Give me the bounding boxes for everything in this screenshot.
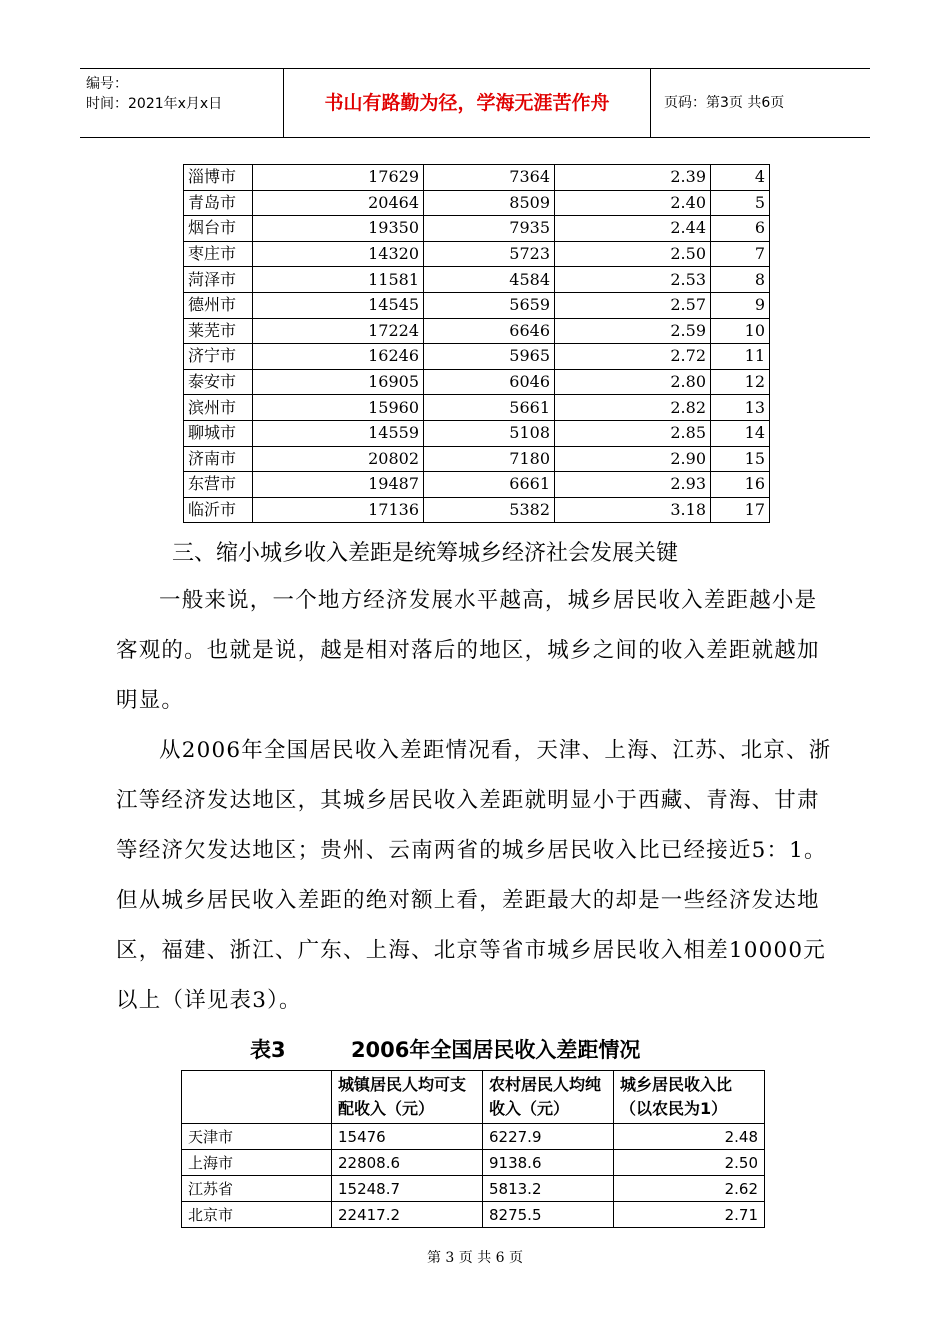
region-name-cell: 北京市 <box>182 1202 332 1228</box>
value-cell: 2.48 <box>614 1124 765 1150</box>
table3-header-cell: 城镇居民人均可支配收入（元） <box>332 1071 483 1124</box>
value-cell: 6646 <box>424 318 555 344</box>
value-cell: 17 <box>711 497 770 523</box>
value-cell: 7364 <box>424 165 555 191</box>
value-cell: 16246 <box>253 344 424 370</box>
region-name-cell: 上海市 <box>182 1150 332 1176</box>
value-cell: 14320 <box>253 241 424 267</box>
value-cell: 11581 <box>253 267 424 293</box>
value-cell: 2.44 <box>555 216 711 242</box>
value-cell: 15476 <box>332 1124 483 1150</box>
region-name-cell: 天津市 <box>182 1124 332 1150</box>
city-name-cell: 德州市 <box>184 292 253 318</box>
table-row <box>182 1202 765 1228</box>
table-row <box>184 472 770 498</box>
value-cell: 16 <box>711 472 770 498</box>
value-cell: 5108 <box>424 420 555 446</box>
value-cell: 2.50 <box>555 241 711 267</box>
value-cell: 6 <box>711 216 770 242</box>
value-cell: 17629 <box>253 165 424 191</box>
table-row <box>184 292 770 318</box>
value-cell: 8275.5 <box>483 1202 614 1228</box>
header-motto: 书山有路勤为径，学海无涯苦作舟 <box>284 69 651 137</box>
city-name-cell: 泰安市 <box>184 369 253 395</box>
value-cell: 12 <box>711 369 770 395</box>
value-cell: 20802 <box>253 446 424 472</box>
table3-caption-label: 表3 <box>250 1038 286 1062</box>
value-cell: 14 <box>711 420 770 446</box>
value-cell: 2.85 <box>555 420 711 446</box>
city-name-cell: 东营市 <box>184 472 253 498</box>
table-row <box>184 318 770 344</box>
value-cell: 2.82 <box>555 395 711 421</box>
value-cell: 2.71 <box>614 1202 765 1228</box>
value-cell: 2.80 <box>555 369 711 395</box>
value-cell: 17136 <box>253 497 424 523</box>
city-name-cell: 烟台市 <box>184 216 253 242</box>
value-cell: 9138.6 <box>483 1150 614 1176</box>
table-row <box>184 344 770 370</box>
value-cell: 6046 <box>424 369 555 395</box>
date-label: 时间：2021年x月x日 <box>86 96 223 112</box>
value-cell: 5723 <box>424 241 555 267</box>
value-cell: 20464 <box>253 190 424 216</box>
table-row <box>184 241 770 267</box>
paragraph-2: 从2006年全国居民收入差距情况看，天津、上海、江苏、北京、浙江等经济发达地区，其城乡居民收入差距就明显小于西藏、青海、甘肃等经济欠发达地区；贵州、云南两省的城乡居民收入比已经接近5：1。但从城乡居民收入差距的绝对额上看，差距最大的却是一些经济发达地区，福建、浙江、广东、上海、北京等省市城乡居民收入相差10000元以上（详见表3）。 <box>116 738 832 1013</box>
value-cell: 5659 <box>424 292 555 318</box>
value-cell: 7180 <box>424 446 555 472</box>
value-cell: 10 <box>711 318 770 344</box>
table-row <box>184 395 770 421</box>
table3-header-row <box>182 1071 765 1124</box>
table3-header-cell: 农村居民人均纯收入（元） <box>483 1071 614 1124</box>
table-row <box>184 420 770 446</box>
table3-caption <box>250 1034 640 1064</box>
value-cell: 11 <box>711 344 770 370</box>
value-cell: 14545 <box>253 292 424 318</box>
value-cell: 15248.7 <box>332 1176 483 1202</box>
city-income-table <box>183 164 770 523</box>
value-cell: 2.53 <box>555 267 711 293</box>
value-cell: 3.18 <box>555 497 711 523</box>
table-row <box>184 497 770 523</box>
region-name-cell: 江苏省 <box>182 1176 332 1202</box>
value-cell: 6661 <box>424 472 555 498</box>
table-row <box>184 369 770 395</box>
national-income-table <box>181 1070 765 1228</box>
city-name-cell: 菏泽市 <box>184 267 253 293</box>
table3-header-cell: 城乡居民收入比（以农民为1） <box>614 1071 765 1124</box>
city-name-cell: 滨州市 <box>184 395 253 421</box>
value-cell: 9 <box>711 292 770 318</box>
value-cell: 7935 <box>424 216 555 242</box>
value-cell: 17224 <box>253 318 424 344</box>
value-cell: 4584 <box>424 267 555 293</box>
city-name-cell: 临沂市 <box>184 497 253 523</box>
city-name-cell: 青岛市 <box>184 190 253 216</box>
value-cell: 5661 <box>424 395 555 421</box>
city-name-cell: 枣庄市 <box>184 241 253 267</box>
value-cell: 2.72 <box>555 344 711 370</box>
value-cell: 6227.9 <box>483 1124 614 1150</box>
city-name-cell: 淄博市 <box>184 165 253 191</box>
value-cell: 16905 <box>253 369 424 395</box>
header-page-code: 页码：第3页 共6页 <box>664 95 785 111</box>
value-cell: 5 <box>711 190 770 216</box>
table3-header-cell <box>182 1071 332 1124</box>
number-label: 编号： <box>86 76 128 92</box>
table-row <box>182 1150 765 1176</box>
value-cell: 2.93 <box>555 472 711 498</box>
table3-caption-title: 2006年全国居民收入差距情况 <box>350 1038 641 1062</box>
value-cell: 15960 <box>253 395 424 421</box>
city-name-cell: 莱芜市 <box>184 318 253 344</box>
table-row <box>184 267 770 293</box>
value-cell: 14559 <box>253 420 424 446</box>
value-cell: 5965 <box>424 344 555 370</box>
value-cell: 2.50 <box>614 1150 765 1176</box>
value-cell: 2.90 <box>555 446 711 472</box>
value-cell: 13 <box>711 395 770 421</box>
city-name-cell: 聊城市 <box>184 420 253 446</box>
table-row <box>182 1124 765 1150</box>
page-header <box>80 68 870 138</box>
value-cell: 22417.2 <box>332 1202 483 1228</box>
value-cell: 4 <box>711 165 770 191</box>
value-cell: 7 <box>711 241 770 267</box>
value-cell: 2.39 <box>555 165 711 191</box>
city-name-cell: 济南市 <box>184 446 253 472</box>
value-cell: 2.59 <box>555 318 711 344</box>
table-row <box>184 216 770 242</box>
table-row <box>184 446 770 472</box>
section-heading: 三、缩小城乡收入差距是统筹城乡经济社会发展关键 <box>172 541 679 566</box>
table-row <box>184 165 770 191</box>
page-footer: 第 3 页 共 6 页 <box>426 1250 524 1266</box>
value-cell: 19350 <box>253 216 424 242</box>
table-row <box>182 1176 765 1202</box>
paragraph-1: 一般来说，一个地方经济发展水平越高，城乡居民收入差距越小是客观的。也就是说，越是相对落后的地区，城乡之间的收入差距就越加明显。 <box>116 588 820 713</box>
value-cell: 2.57 <box>555 292 711 318</box>
header-meta <box>80 69 284 137</box>
value-cell: 2.40 <box>555 190 711 216</box>
value-cell: 8 <box>711 267 770 293</box>
value-cell: 2.62 <box>614 1176 765 1202</box>
city-name-cell: 济宁市 <box>184 344 253 370</box>
table-row <box>184 190 770 216</box>
value-cell: 5813.2 <box>483 1176 614 1202</box>
value-cell: 8509 <box>424 190 555 216</box>
value-cell: 22808.6 <box>332 1150 483 1176</box>
value-cell: 5382 <box>424 497 555 523</box>
value-cell: 19487 <box>253 472 424 498</box>
value-cell: 15 <box>711 446 770 472</box>
